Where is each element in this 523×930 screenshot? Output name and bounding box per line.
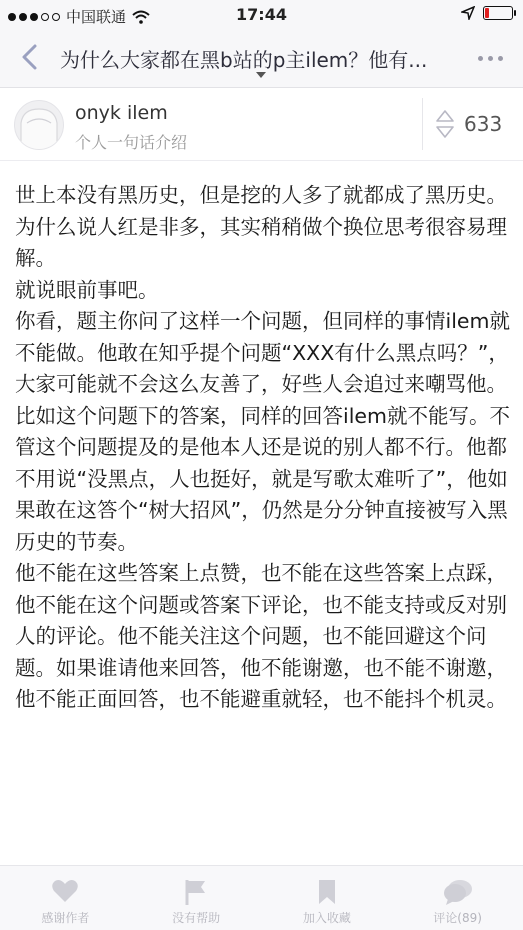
default-avatar-icon — [15, 101, 63, 149]
caret-down-icon[interactable] — [256, 72, 266, 78]
answer-content — [15, 180, 510, 716]
comments-button[interactable] — [392, 866, 523, 930]
carrier-name: 中国联通 — [66, 8, 127, 26]
heart-icon — [51, 878, 79, 904]
status-bar — [0, 0, 523, 30]
nav-bar — [0, 30, 523, 88]
answer-paragraph: 你看，题主你问了这样一个问题，但同样的事情ilem就不能做。他敢在知乎提个问题“XXX有什么黑点吗？”，大家可能就不会这么友善了，好些人会追过来嘲骂他。 — [15, 309, 510, 396]
answer-paragraph: 他不能在这些答案上点赞，也不能在这些答案上点踩，他不能在这个问题或答案下评论，也不能支持或反对别人的评论。他不能关注这个问题，也不能回避这个问题。如果谁请他来回答，他不能谢邀，也不能不谢邀，他不能正面回答，也不能避重就轻，也不能抖个机灵。 — [15, 561, 507, 711]
author-name[interactable]: onyk ilem — [75, 102, 168, 124]
not-helpful-label: 没有帮助 — [172, 911, 221, 925]
back-chevron-icon[interactable] — [16, 42, 46, 72]
answer-paragraph: 比如这个问题下的答案，同样的回答ilem就不能写。不管这个问题提及的是他本人还是说的别人都不行。他都不用说“没黑点，人也挺好，就是写歌太难听了”，他如果敢在这答个“树大招风”，仍然是分分钟直接被写入黑历史的节奏。 — [15, 403, 510, 554]
battery-icon — [483, 6, 513, 20]
more-options-icon[interactable] — [478, 56, 503, 61]
not-helpful-button[interactable] — [131, 866, 262, 930]
author-row — [0, 88, 523, 161]
bookmark-icon — [317, 878, 337, 906]
thank-author-label: 感谢作者 — [41, 911, 90, 925]
location-arrow-icon — [461, 6, 475, 20]
add-favorite-button[interactable] — [262, 866, 393, 930]
comment-icon — [443, 878, 473, 906]
flag-icon — [184, 878, 208, 906]
avatar[interactable] — [14, 100, 64, 150]
author-bio: 个人一句话介绍 — [75, 133, 188, 152]
answer-paragraph: 世上本没有黑历史，但是挖的人多了就都成了黑历史。 — [15, 183, 507, 207]
question-title[interactable]: 为什么大家都在黑b站的p主ilem？他有... — [60, 48, 428, 72]
add-favorite-label: 加入收藏 — [302, 911, 351, 925]
status-time: 17:44 — [236, 5, 287, 24]
answer-paragraph: 就说眼前事吧。 — [15, 277, 159, 302]
divider — [422, 98, 423, 150]
bottom-action-bar — [0, 865, 523, 930]
answer-paragraph: 为什么说人红是非多，其实稍稍做个换位思考很容易理解。 — [15, 214, 507, 270]
thank-author-button[interactable] — [0, 866, 131, 930]
comments-label: 评论(89) — [433, 911, 482, 925]
vote-updown-icon[interactable] — [434, 108, 456, 140]
vote-count: 633 — [464, 112, 503, 136]
